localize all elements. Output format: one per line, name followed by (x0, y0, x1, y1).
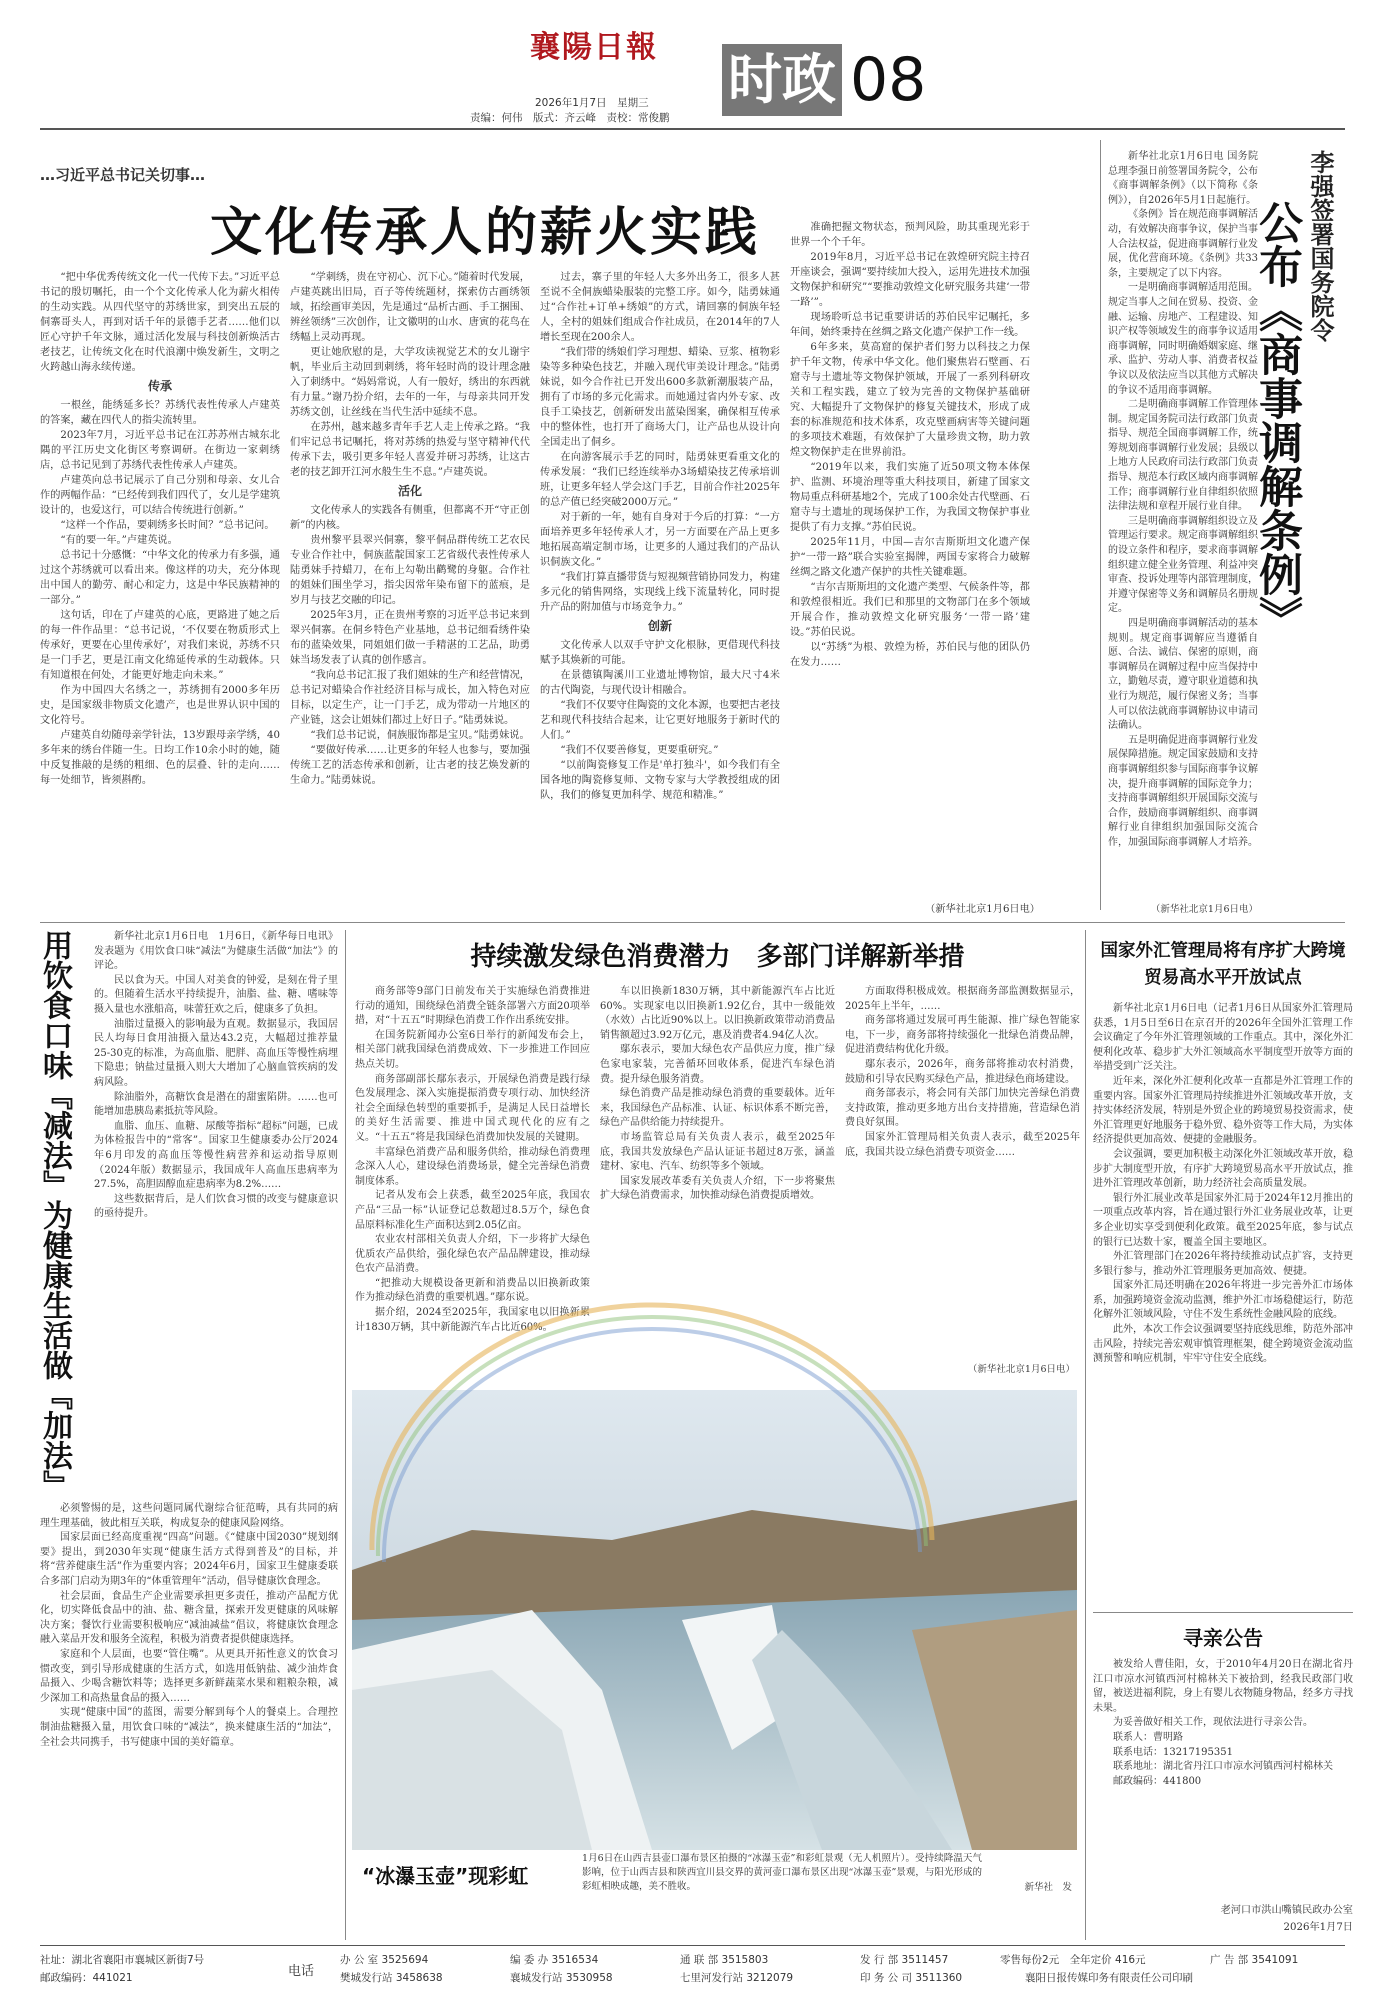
rainbow-photo (352, 1390, 1077, 1900)
footer-fancheng: 樊城发行站 3458638 (340, 1972, 443, 1984)
lead-paragraph: 过去，寨子里的年轻人大多外出务工，很多人甚至说不全侗族蜡染服装的完整工序。如今，陆勇妹通过“合作社+订单+绣娘”的方式，请回寨的侗族年轻人，全村的姐妹们组成合作社成员，在2014年的7人增长至现在200余人。 (540, 272, 780, 343)
footer-printing: 印 务 公 司 3511360 (860, 1972, 963, 1984)
consumption-byline: （新华社北京1月6日电） (967, 1364, 1075, 1375)
forex-paragraph: 外汇管理部门在2026年将持续推动试点扩容，支持更多银行参与，推动外汇管理服务更加高效、便捷。 (1093, 1251, 1353, 1277)
consumption-column-3 (845, 985, 1080, 1360)
salt-article (37, 930, 340, 1940)
lead-paragraph: “要做好传承……让更多的年轻人也参与，要加强传统工艺的活态传承和创新，让古老的技艺焕发新的生命力。”陆勇妹说。 (290, 745, 530, 786)
salt-paragraph: 除油脂外，高糖饮食是潜在的甜蜜陷阱。……也可能增加患胰岛素抵抗等风险。 (94, 1091, 338, 1118)
forex-paragraph: 此外，本次工作会议强调要坚持底线思维，防范外部冲击风险，持续完善宏观审慎管理框架，健全跨境资金流动监测预警和响应机制，牢牢守住安全底线。 (1093, 1324, 1353, 1365)
forex-paragraph: 国家外汇局还明确在2026年将进一步完善外汇市场体系，加强跨境资金流动监测，维护外汇市场稳健运行，防范化解外汇领域风险，守住不发生系统性金融风险的底线。 (1093, 1280, 1353, 1321)
salt-paragraph: 新华社北京1月6日电 1月6日，《新华每日电讯》发表题为《用饮食口味“减法”为健康生活做“加法”》的评论。 (94, 931, 338, 972)
decree-title-large: 公布《商事调解条例》 (1251, 200, 1302, 640)
consumption-paragraph: 方面取得积极成效。根据商务部监测数据显示，2025年上半年，…… (845, 986, 1080, 1012)
decree-paragraph: 四是明确商事调解活动的基本规则。规定商事调解应当遵循自愿、合法、诚信、保密的原则，商事调解员在调解过程中应当保持中立，勤勉尽责，遵守职业道德和执业行为规范，履行保密义务；当事人可以依法就商事调解协议申请司法确认。 (1108, 618, 1258, 732)
footer-retail: 零售每份2元 全年定价 416元 (1000, 1954, 1146, 1966)
notice-title: 寻亲公告 (1183, 1626, 1263, 1650)
masthead (0, 0, 1385, 130)
consumption-paragraph: 在国务院新闻办公室6日举行的新闻发布会上，相关部门就我国绿色消费成效、下一步推进工作回应热点关切。 (355, 1029, 590, 1070)
consumption-paragraph: 鄢东表示，2026年，商务部将推动农村消费，鼓励和引导农民购买绿色产品，推进绿色商场建设。 (845, 1058, 1080, 1085)
divider (1085, 930, 1086, 1940)
notice-date: 2026年1月7日 (1283, 1922, 1353, 1933)
divider (1100, 140, 1101, 910)
salt-title: 用饮食口味『减法』为健康生活做『加法』 (37, 930, 72, 1500)
salt-paragraph: 家庭和个人层面，也要“管住嘴”。从更具开拓性意义的饮食习惯改变，到引导形成健康的生活方式，如选用低钠盐、减少油炸食品摄入、少喝含糖饮料等；选择更多新鲜蔬菜水果和粗粮杂粮，减少深加工和高热量食品的摄入…… (40, 1648, 338, 1704)
subhead-huohua: 活化 (397, 484, 422, 498)
lead-column-1 (40, 270, 280, 920)
photo-caption: 1月6日在山西吉县壶口瀑布景区拍摄的“冰瀑玉壶”和彩虹景观（无人机照片）。受持续降温天气影响，位于山西吉县和陕西宜川县交界的黄河壶口瀑布景区出现“冰瀑玉壶”景观，与阳光形成的彩虹相映成趣，美不胜收。 (582, 1853, 982, 1892)
salt-paragraph: 国家层面已经高度重视“四高”问题。《“健康中国2030”规划纲要》提出，到2030年实现“健康生活方式得到普及”的目标，并将“营养健康生活”作为重要内容；2024年6月，国家卫生健康委联合多部门启动为期3年的“体重管理年”活动，倡导健康饮食理念。 (40, 1532, 338, 1587)
notice-paragraph: 为妥善做好相关工作，现依法进行寻亲公告。 (1113, 1717, 1313, 1729)
footer-postcode: 邮政编码：441021 (40, 1972, 133, 1984)
notice-paragraph: 联系电话：13217195351 (1113, 1746, 1233, 1758)
lead-paragraph: “学刺绣，贵在守初心、沉下心。”随着时代发展，卢建英跳出旧局，百子等传统题材，探索仿古画绣领域，拓绘画审美因，先是通过“品析古画、手工捆围、辨丝领绣”三次创作，让文徽明的山水、唐寅的花鸟在绣幅上灵动再现。 (290, 272, 530, 343)
consumption-title: 持续激发绿色消费潜力 多部门详解新举措 (470, 942, 965, 972)
lead-paragraph: “我们带的绣娘们学习理想、蜡染、豆浆、植物彩染等多种染色技艺，并融入现代审美设计理念。”陆勇妹说，如今合作社已开发出600多款新潮服装产品，拥有了市场的多元化需求。而她通过省内外专家、改良手工染技艺，创新研发出蓝染图案，确保相互传承中的整体性，也打开了商场大门，让产品也从设计向全国走出了侗乡。 (540, 347, 780, 448)
consumption-paragraph: “把推动大规模设备更新和消费品以旧换新政策作为推动绿色消费的重要机遇。”鄢东说。 (355, 1277, 590, 1304)
consumption-paragraph: 据介绍，2024至2025年，我国家电以旧换新累计1830万辆，其中新能源汽车占比近60%。 (355, 1307, 590, 1333)
lead-paragraph: “我们总书记说，侗族服饰都是宝贝。”陆勇妹说。 (310, 730, 530, 741)
lead-paragraph: 2023年7月，习近平总书记在江苏苏州古城东北隅的平江历史文化街区考察调研。在街边一家刺绣店，总书记见到了苏绣代表性传承人卢建英。 (40, 430, 280, 471)
notice-paragraph: 邮政编码：441800 (1113, 1775, 1202, 1787)
salt-paragraph: 血脂、血压、血糖、尿酸等指标“超标”问题，已成为体检报告中的“常客”。国家卫生健康委办公厅2024年6月印发的高血压等慢性病营养和运动指导原则（2024年版）数据显示，我国成年人高血压患病率为27.5%，高胆固醇血症患病率为8.2%…… (94, 1120, 338, 1191)
lead-article (40, 140, 1090, 920)
decree-paragraph: 《条例》旨在规范商事调解活动，有效解决商事争议，保护当事人合法权益，促进商事调解行业发展，优化营商环境。《条例》共33条，主要规定了以下内容。 (1108, 209, 1258, 279)
lead-paragraph: “有的要一年。”卢建英说。 (60, 535, 178, 546)
paper-name: 襄陽日報 (530, 30, 658, 65)
divider (40, 922, 1345, 923)
waterfall-photo-image (352, 1390, 1077, 1850)
divider (345, 930, 346, 1940)
lead-paragraph: 总书记十分感慨：“中华文化的传承力有多强，通过这个苏绣就可以看出来。像这样的功夫，充分体现出中国人的勤劳、耐心和定力，这是中华民族精神的一部分。” (40, 550, 280, 606)
missing-person-notice (1093, 1618, 1353, 1940)
lead-paragraph: 作为中国四大名绣之一，苏绣拥有2000多年历史，是国家级非物质文化遗产，也是世界认识中国的文化符号。 (40, 685, 280, 726)
lead-paragraph: “这样一个作品，要刺绣多长时间？”总书记问。 (60, 520, 275, 531)
lead-paragraph: 以“苏绣”为根、敦煌为桥，苏伯民与他的团队仍在发力…… (790, 642, 1030, 668)
divider (1093, 1612, 1353, 1613)
decree-paragraph: 一是明确商事调解适用范围。规定当事人之间在贸易、投资、金融、运输、房地产、工程建设、知识产权等领域发生的商事争议适用商事调解，同时明确婚姻家庭、继承、监护、劳动人事、消费者权益争议以及依法应当以其他方式解决的争议不适用商事调解。 (1108, 282, 1258, 396)
photo-credit: 新华社 发 (1024, 1882, 1072, 1893)
decree-byline: （新华社北京1月6日电） (1150, 904, 1258, 915)
consumption-paragraph: 绿色消费产品是推动绿色消费的重要载体。近年来，我国绿色产品标准、认证、标识体系不断完善，绿色产品供给能力持续提升。 (600, 1088, 835, 1129)
decree-article (1108, 150, 1353, 920)
lead-paragraph: 文化传承人以双手守护文化根脉，更借现代科技赋予其焕新的可能。 (540, 640, 780, 666)
footer (40, 1948, 1345, 1992)
decree-paragraph: 三是明确商事调解组织设立及管理运行要求。规定商事调解组织的设立条件和程序，要求商事调解组织建立健全业务管理、利益冲突审查、投诉处理等内部管理制度，并遵守保密等义务和调解员名册规定。 (1108, 515, 1258, 615)
lead-paragraph: “我向总书记汇报了我们姐妹的生产和经营情况，总书记对蜡染合作社经济目标与成长，加入特色对应目标，以定生产，让一门手艺，成为带动一片地区的产业链，这会让姐妹们都过上好日子。”陆勇妹说。 (290, 670, 530, 726)
lead-paragraph: 卢建英自幼随母亲学针法，13岁跟母亲学绣，40多年来的绣台伴随一生。日均工作10余小时的她，随中反复推敲的是绣的粗细、色的层叠、针的走向……每一处细节，皆须斟酌。 (40, 730, 280, 786)
lead-paragraph: 对于新的一年，她有自身对于今后的打算：“一方面培养更多年轻传承人才，另一方面要在产品上更多地拓展高端定制市场，让更多的人通过我们的产品认识侗族文化。” (540, 512, 780, 568)
decree-paragraph: 五是明确促进商事调解行业发展保障措施。规定国家鼓励和支持商事调解组织参与国际商事争议解决，提升商事调解的国际竞争力；支持商事调解组织开展国际交流与合作，鼓励商事调解组织、商事调解行业自律组织加强国际交流合作，加强国际商事调解人才培养。 (1108, 734, 1258, 848)
lead-paragraph: 更让她欣慰的是，大学攻读视觉艺术的女儿谢宇帆，毕业后主动回到刺绣，将年轻时尚的设计理念融入了刺绣中。“妈妈常说，人有一般好，绣出的东西就有力量。”谢乃扮介绍，去年的一年，与母亲共同开发苏绣文创，让丝线在当代生活中延续不息。 (290, 347, 530, 418)
subhead-chuancheng: 传承 (147, 379, 172, 393)
notice-paragraph: 被发给人曹佳阳，女，于2010年4月20日在湖北省丹江口市凉水河镇西河村棉林关下被拾到，经我民政部门收留，被送进福利院，身上有婴儿衣物随身物品，经多方寻找未果。 (1093, 1659, 1353, 1714)
lead-paragraph: 2019年8月，习近平总书记在敦煌研究院主持召开座谈会，强调“要持续加大投入，运用先进技术加强文物保护和研究”“要推动敦煌文化研究服务共建‘一带一路’”。 (790, 252, 1030, 308)
salt-paragraph: 社会层面，食品生产企业需要承担更多责任，推动产品配方优化，切实降低食品中的油、盐、糖含量，探索开发更健康的风味解决方案；餐饮行业需要积极响应“减油减盐”倡议，将健康饮食理念融入菜品开发和服务全流程，积极为消费者提供健康选择。 (40, 1590, 338, 1646)
footer-rule (40, 1945, 1345, 1946)
footer-office: 办 公 室 3525694 (340, 1954, 429, 1966)
page-number: 08 (850, 45, 927, 115)
lead-byline: （新华社北京1月6日电） (925, 904, 1040, 915)
consumption-paragraph: 丰富绿色消费产品和服务供给，推动绿色消费理念深入人心，建设绿色消费场景，健全完善绿色消费制度体系。 (355, 1146, 590, 1187)
lead-paragraph: 现场聆听总书记重要讲话的苏伯民牢记嘱托，多年间，始终秉持在丝绸之路文化遗产保护工作一线。 (790, 312, 1030, 338)
consumption-paragraph: 车以旧换新1830万辆，其中新能源汽车占比近60%。实现家电以旧换新1.92亿台，其中一级能效（水效）占比近90%以上。以旧换新政策带动消费品销售额超过3.92万亿元，惠及消费者4.94亿人次。 (600, 986, 835, 1041)
consumption-paragraph: 鄢东表示，要加大绿色农产品供应力度，推广绿色家电家装，完善循环回收体系，促进汽车绿色消费。提升绿色服务消费。 (600, 1044, 835, 1085)
salt-intro (94, 930, 338, 1490)
lead-paragraph: 准确把握文物状态，预判风险，助其重现光彩于世界一个个千年。 (790, 222, 1030, 248)
salt-paragraph: 实现“健康中国”的蓝图，需要分解到每个人的餐桌上。合理控制油盐糖摄入量，用饮食口味的“减法”，换来健康生活的“加法”，全社会共同携手，书写健康中国的美好篇章。 (40, 1707, 338, 1748)
lead-paragraph: 在向游客展示手艺的同时，陆勇妹更看重文化的传承发展：“我们已经连续举办3场蜡染技艺传承培训班，让更多年轻人学会这门手艺，目前合作社2025年的总产值已经突破2000万元。” (540, 452, 780, 508)
lead-paragraph: “我们不仅要守住陶瓷的文化本源，也要把古老技艺和现代科技结合起来，让它更好地服务于新时代的人们。” (540, 700, 780, 741)
lead-paragraph: “我们不仅要善修复，更要重研究。” (560, 745, 719, 756)
lead-paragraph: 文化传承人的实践各有侧重，但都离不开“守正创新”的内核。 (290, 505, 530, 531)
forex-paragraph: 新华社北京1月6日电（记者1月6日从国家外汇管理局获悉，1月5日至6日在京召开的2026年全国外汇管理工作会议确定了今年外汇管理领域的工作重点。其中，深化外汇便利化改革、稳步扩大外汇领域高水平制度型开放等方面的举措受到广泛关注。 (1093, 1003, 1353, 1073)
forex-paragraph: 银行外汇展业改革是国家外汇局于2024年12月推出的一项重点改革内容，旨在通过银行外汇业务展业改革，让更多企业切实享受到便利化政策。截至2025年底，参与试点的银行已达数十家，覆盖全国主要地区。 (1093, 1192, 1353, 1248)
footer-xiangcheng: 襄城发行站 3530958 (510, 1972, 613, 1984)
consumption-paragraph: 农业农村部相关负责人介绍，下一步将扩大绿色优质农产品供给，强化绿色农产品品牌建设，推动绿色农产品消费。 (355, 1234, 590, 1275)
forex-article (1093, 930, 1353, 1610)
notice-paragraph: 联系人：曹明路 (1113, 1731, 1183, 1743)
subhead-chuangxin: 创新 (647, 619, 672, 633)
lead-paragraph: 卢建英向总书记展示了自己分别和母亲、女儿合作的两幅作品：“已经传到我们四代了，女儿是学建筑设计的，也爱这行，可以结合传统进行创新。” (40, 475, 280, 516)
decree-paragraph: 二是明确商事调解工作管理体制。规定国务院司法行政部门负责指导、规范全国商事调解工作，统筹规划商事调解行业发展；县级以上地方人民政府司法行政部门负责指导、规范本行政区域内商事调解工作；商事调解行业自律组织依照法律法规和章程开展行业自律。 (1108, 399, 1258, 513)
consumption-paragraph: 商务部表示，将会同有关部门加快完善绿色消费支持政策，推动更多地方出台支持措施，营造绿色消费良好氛围。 (845, 1088, 1080, 1129)
salt-paragraph: 必须警惕的是，这些问题同属代谢综合征范畴，具有共同的病理生理基础，彼此相互关联，构成复杂的健康风险网络。 (40, 1503, 338, 1529)
footer-news: 通 联 部 3515803 (680, 1954, 769, 1966)
lead-paragraph: “2019年以来，我们实施了近50项文物本体保护、监测、环境治理等重大科技项目，新建了国家文物局重点科研基地2个，完成了100余处古代壁画、石窟寺与土遗址的现场保护工作，为我国文物保护事业提供了有力支撑。”苏伯民说。 (790, 462, 1030, 533)
notice-paragraph: 联系地址：湖北省丹江口市凉水河镇西河村棉林关 (1113, 1761, 1333, 1773)
section-label: 时政 (722, 44, 842, 116)
consumption-paragraph: 商务部等9部门日前发布关于实施绿色消费推进行动的通知，围绕绿色消费全链条部署六方面20项举措，对“十五五”时期绿色消费工作作出系统安排。 (355, 986, 590, 1027)
decree-text (1108, 150, 1258, 920)
lead-paragraph: 在苏州，越来越多青年手艺人走上传承之路。“我们牢记总书记嘱托，将对苏绣的热爱与坚守精神代代传承下去，吸引更多年轻人喜爱并研习苏绣，让这古老的技艺卸开江河水般生生不息。”卢建英说。 (290, 422, 530, 478)
footer-phone-label: 电话 (288, 1964, 315, 1979)
lead-kicker: …习近平总书记关切事… (40, 166, 206, 184)
lead-paragraph: 2025年3月，正在贵州考察的习近平总书记来到翠兴侗寨。在侗乡特色产业基地，总书记细看绣件染布的蓝染效果，同姐姐们做一手精湛的工艺品，助勇妹当场发表了认真的创作感言。 (290, 610, 530, 666)
salt-paragraph: 这些数据背后，是人们饮食习惯的改变与健康意识的亟待提升。 (94, 1193, 338, 1220)
lead-column-2 (290, 270, 530, 920)
masthead-rule (40, 128, 1345, 130)
consumption-paragraph: 国家外汇管理局相关负责人表示，截至2025年底，我国共设立绿色消费专项资金…… (845, 1131, 1080, 1158)
lead-paragraph: “我们打算直播带货与短视频营销协同发力，构建多元化的销售网络，实现线上线下流量转化，同时提升产品的附加值与市场竞争力。” (540, 572, 780, 613)
forex-paragraph: 近年来，深化外汇便利化改革一直都是外汇管理工作的重要内容。国家外汇管理局持续推进外汇领域改革开放，支持实体经济发展，特别是外贸企业的跨境贸易投资需求，使外汇管理更好地服务于稳外贸、稳外资等工作大局，为实体经济提供更加高效、便捷的金融服务。 (1093, 1075, 1353, 1146)
lead-paragraph: “吉尔吉斯斯坦的文化遗产类型、气候条件等，都和敦煌很相近。我们已和那里的文物部门在多个领域开展合作，推动敦煌文化研究服务‘一带一路’建设。”苏伯民说。 (790, 582, 1030, 638)
lead-paragraph: 6年多来，莫高窟的保护者们努力以科技之力保护千年文物，传承中华文化。他们聚焦岩石壁画、石窟寺与土遗址等文物保护领域，开展了一系列科研攻关和工程实践，建立了较为完善的文物保护基础研究、大幅提升了文物保护的修复关键技术，形成了成套的标准规范和技术体系，攻克壁画病害等关键问题的多项技术难题，有效保护了大量珍贵文物，助力敦煌文物保护走在世界前沿。 (790, 342, 1030, 458)
editors-line: 责编：何伟 版式：齐云峰 责校：常俊鹏 (470, 112, 670, 124)
lead-paragraph: “以前陶瓷修复工作是'单打独斗'，如今我们有全国各地的陶瓷修复师、文物专家与大学教授组成的团队，我们的修复更加科学、规范和精准。” (540, 760, 780, 801)
footer-address: 社址：湖北省襄阳市襄城区新街7号 (40, 1954, 205, 1966)
footer-printer: 襄阳日报传媒印务有限责任公司印刷 (1025, 1972, 1193, 1984)
lead-paragraph: “把中华优秀传统文化一代一代传下去。”习近平总书记的殷切嘱托，由一个个文化传承人化为薪火相传的生动实践。从四代坚守的苏绣世家，到突出五辰的侗寨哥头人，再到对话千年的景德手艺者……他们以匠心守护千年文脉，通过活化发展与科技创新焕活古老技艺，让传统文化在时代浪潮中焕发新生，文明之火跨越山海永续传递。 (40, 272, 280, 373)
consumption-paragraph: 记者从发布会上获悉，截至2025年底，我国农产品“三品一标”认证登记总数超过8.5万个，绿色食品原料标准化生产面积达到2.05亿亩。 (355, 1190, 590, 1231)
lead-paragraph: 一根丝，能绣延多长？苏绣代表性传承人卢建英的答案，藏在四代人的指尖流转里。 (40, 400, 280, 426)
lead-paragraph: 这句话，印在了卢建英的心底，更路进了她之后的每一件作品里：“总书记说，‘不仅要在物质形式上传承好，更要在心里传承好’，对我们来说，苏绣不只是一门手艺，更是江南文化绵延传承的生动载体。只有知道根在何处，才能更好地走向未来。” (40, 610, 280, 681)
forex-paragraph: 会议强调，要更加积极主动深化外汇领域改革开放，稳步扩大制度型开放，有序扩大跨境贸易高水平开放试点，推进外汇管理改革创新，助力经济社会高质量发展。 (1093, 1148, 1353, 1190)
salt-paragraph: 油脂过量摄入的影响最为直观。数据显示，我国居民人均每日食用油摄入量达43.2克，大幅超过推荐量25-30克的标准，为高血脂、肥胖、高血压等慢性病埋下隐患；钠盐过量摄入则大大增加了心脑血管疾病的发病风险。 (94, 1018, 338, 1088)
footer-distribution: 发 行 部 3511457 (860, 1954, 949, 1966)
forex-body (1093, 1002, 1353, 1607)
notice-body (1093, 1658, 1353, 1898)
lead-column-4 (790, 220, 1030, 920)
consumption-paragraph: 市场监管总局有关负责人表示，截至2025年底，我国共发放绿色产品认证证书超过8万张，涵盖建材、家电、汽车、纺织等多个领域。 (600, 1131, 835, 1173)
footer-qilitou: 七里河发行站 3212079 (680, 1972, 794, 1984)
lead-paragraph: 2025年11月，中国—吉尔吉斯斯坦文化遗产保护“一带一路”联合实验室揭牌，两国专家将合力破解丝绸之路文化遗产保护的共性关键难题。 (790, 537, 1030, 578)
lead-paragraph: 贵州黎平县翠兴侗寨，黎平侗品群传统工艺农民专业合作社中，侗族蓝靛国家工艺省级代表性传承人陆勇妹手持蜡刀，在布上勾勒出鹳鹭的身躯。合作社的姐妹们围坐学习，指尖因常年染布留下的蓝痕，是岁月与技艺交融的印记。 (290, 535, 530, 606)
consumption-paragraph: 商务部将通过发展可再生能源、推广绿色智能家电，下一步，商务部将持续强化一批绿色消费品牌，促进消费结构优化升级。 (845, 1015, 1080, 1056)
decree-paragraph: 新华社北京1月6日电 国务院总理李强日前签署国务院令，公布《商事调解条例》（以下简称《条例》），自2026年5月1日起施行。 (1108, 151, 1258, 206)
salt-paragraph: 民以食为天。中国人对美食的钟爱，是刻在骨子里的。但随着生活水平持续提升，油脂、盐、糖、嗜味等摄入量也水涨船高，味蕾狂欢之后，健康多了负担。 (94, 974, 338, 1015)
lead-title: 文化传承人的薪火实践 (210, 203, 761, 263)
decree-title-small: 李强签署国务院令 (1306, 150, 1334, 342)
salt-body (40, 1502, 338, 1937)
lead-paragraph: 在景德镇陶溪川工业遗址博物馆，最大尺寸4米的古代陶瓷，与现代设计相融合。 (540, 670, 780, 696)
date-line: 2026年1月7日 星期三 (535, 97, 649, 109)
photo-caption-title: “冰瀑玉壶”现彩虹 (362, 1864, 529, 1888)
forex-title: 国家外汇管理局将有序扩大跨境贸易高水平开放试点 (1100, 941, 1346, 988)
footer-ads: 广 告 部 3541091 (1210, 1954, 1299, 1966)
consumption-paragraph: 商务部副部长鄢东表示，开展绿色消费是践行绿色发展理念、深入实施提振消费专项行动、加快经济社会全面绿色转型的重要抓手，是满足人民日益增长的美好生活需要、推进中国式现代化的应有之义。“十五五”将是我国绿色消费加快发展的关键期。 (355, 1073, 590, 1143)
notice-issuer: 老河口市洪山嘴镇民政办公室 (1220, 1905, 1353, 1916)
lead-column-3 (540, 270, 780, 920)
footer-editorial: 编 委 办 3516534 (510, 1954, 599, 1966)
consumption-paragraph: 国家发展改革委有关负责人介绍，下一步将聚焦扩大绿色消费需求，加快推动绿色消费提质增效。 (600, 1175, 835, 1202)
